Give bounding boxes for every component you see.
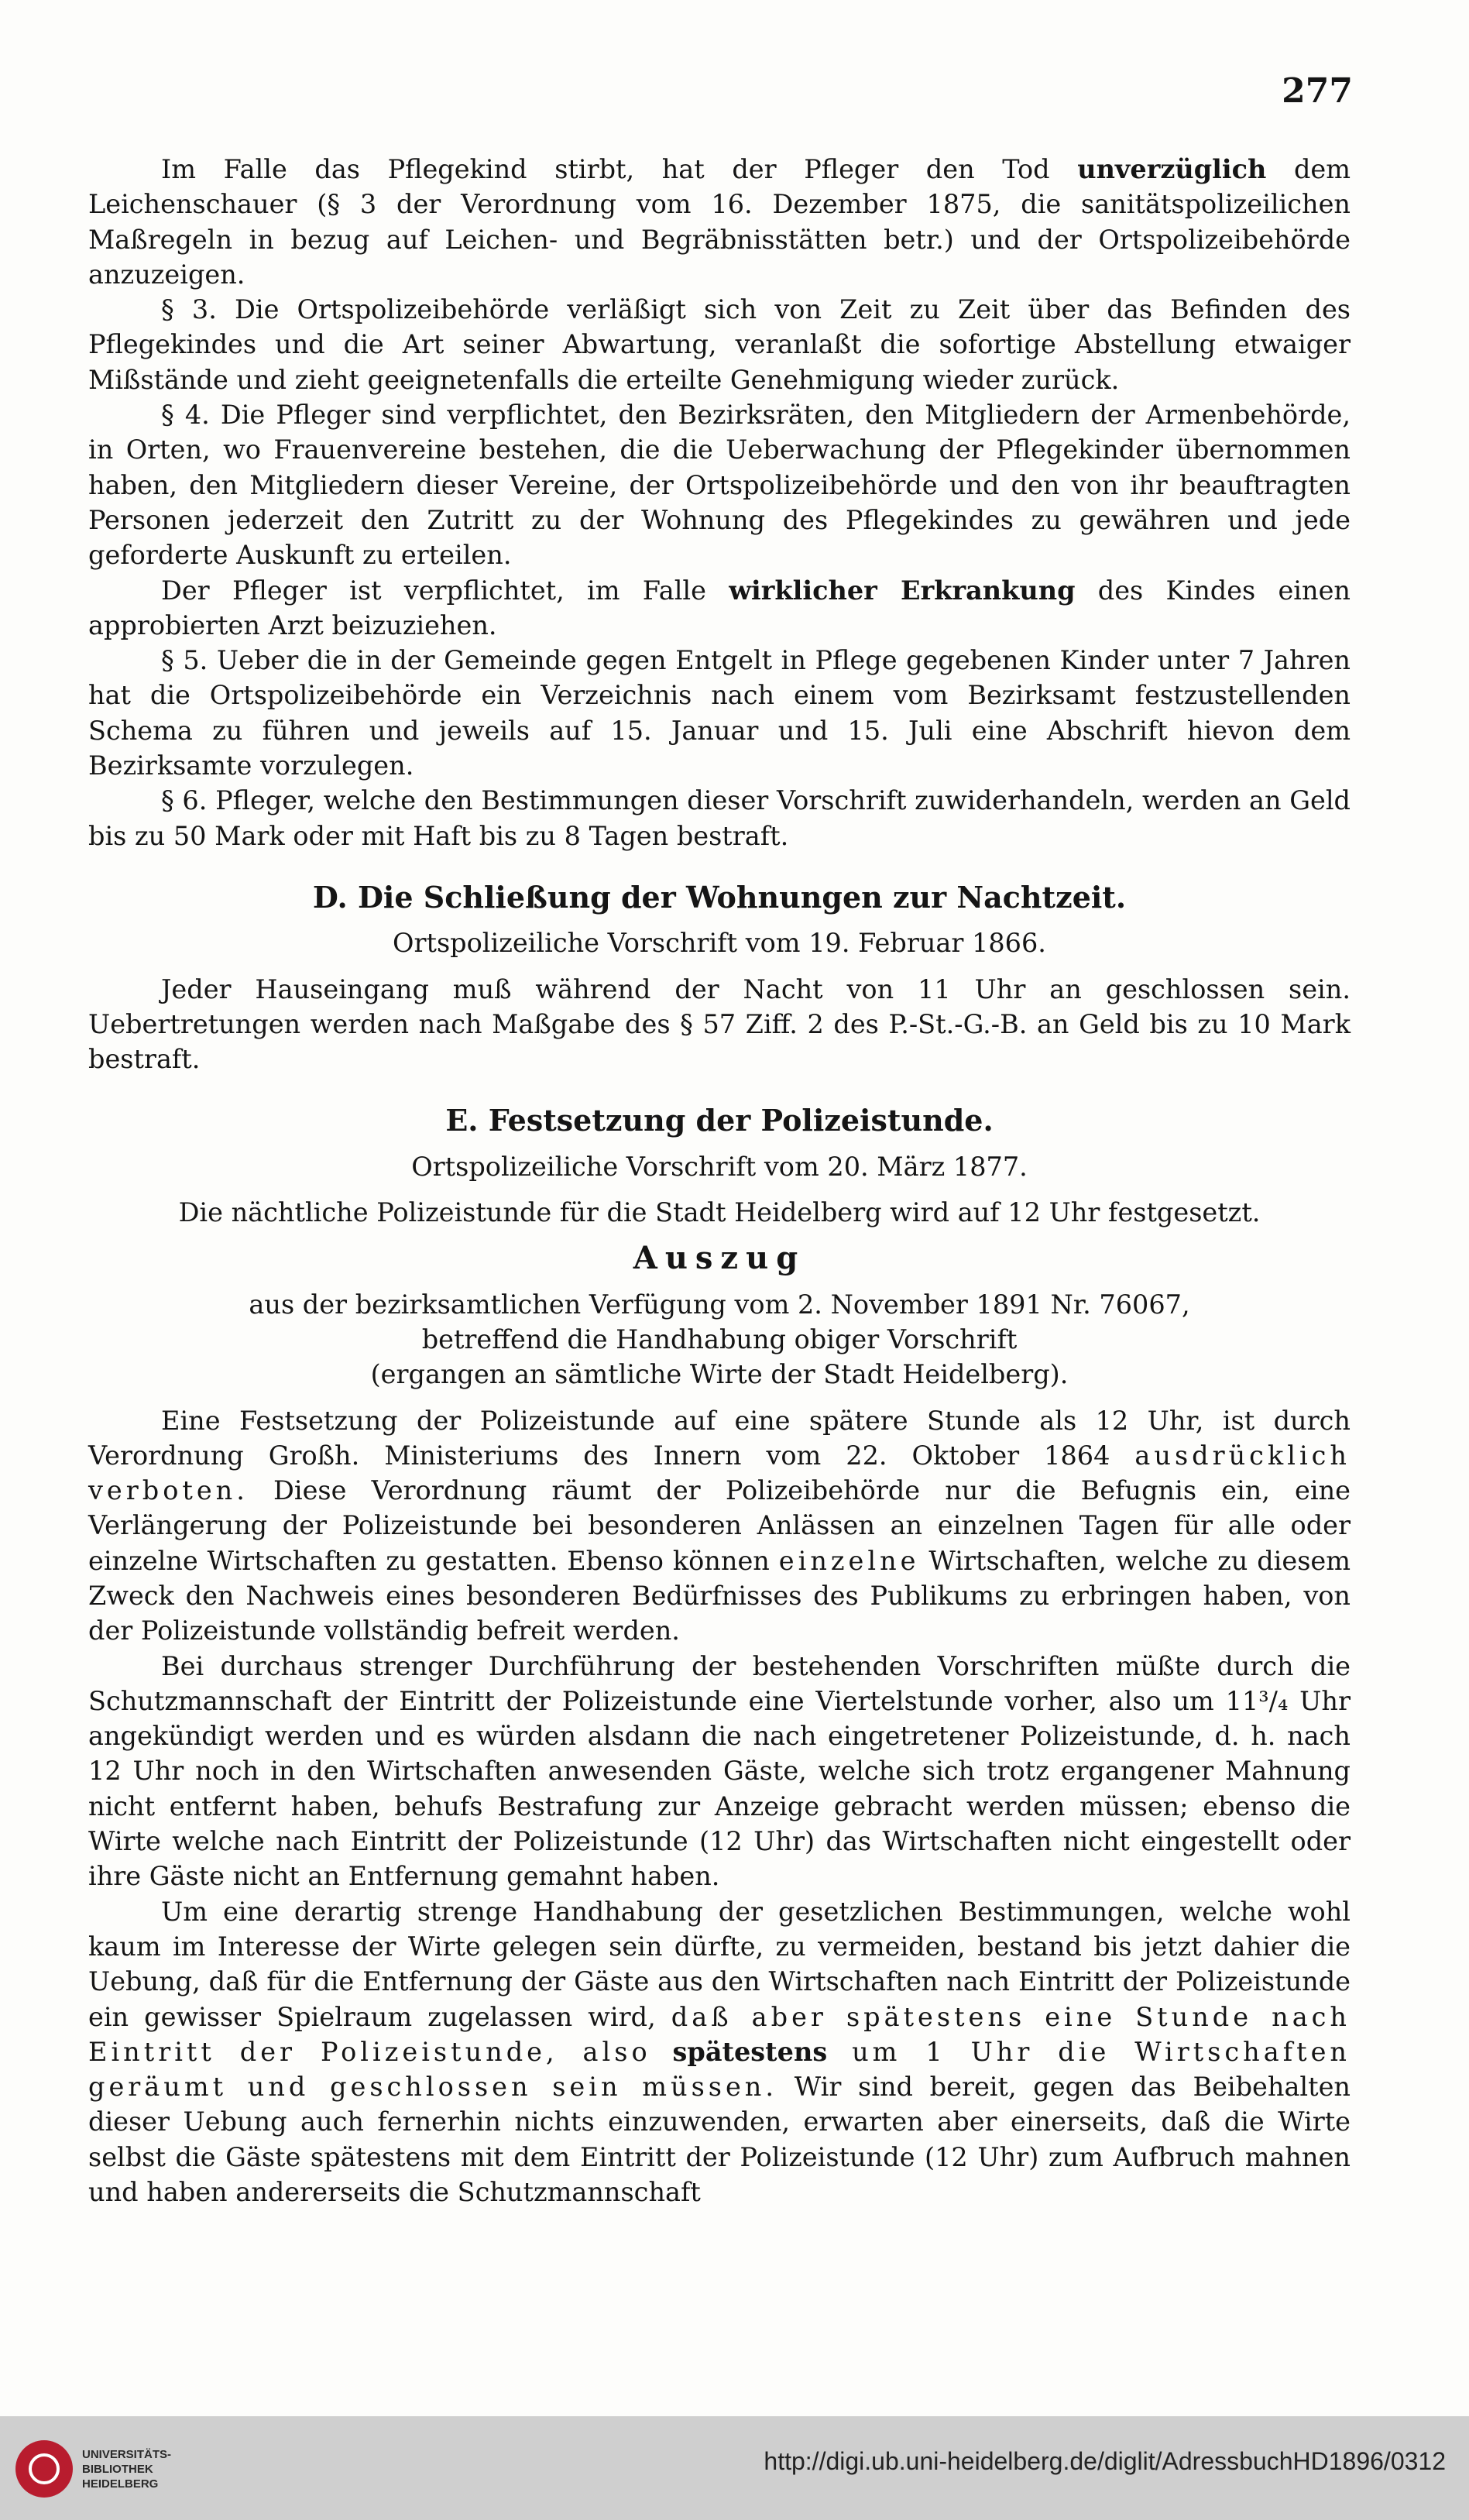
viewer-footer (0, 2416, 1469, 2520)
paragraph-d-text: Jeder Hauseingang muß während der Nacht von 11 Uhr an geschlossen sein. Uebertretungen werden nach Maßgabe des § 57 Ziff. 2 des P.-St.-G.-B. an Geld bis zu 10 Mark bestraft. (88, 973, 1351, 1075)
heading-e: E. Festsetzung der Polizeistunde. (445, 1103, 994, 1138)
auszug-line-2: betreffend die Handhabung obiger Vorschrift (421, 1324, 1018, 1354)
subheading-e: Ortspolizeiliche Vorschrift vom 20. März 1877. (411, 1151, 1028, 1182)
paragraph-e-text: Die nächtliche Polizeistunde für die Stadt Heidelberg wird auf 12 Uhr festgesetzt. (178, 1197, 1261, 1228)
auszug-line-1: aus der bezirksamtlichen Verfügung vom 2. November 1891 Nr. 76067, (249, 1289, 1190, 1320)
logo-text: UNIVERSITÄTS- BIBLIOTHEK HEIDELBERG (82, 2447, 172, 2491)
paragraph-section-4: § 4. Die Pfleger sind verpflichtet, den Bezirksräten, den Mitgliedern der Armenbehörde, in Orten, wo Frauenvereine bestehen, die die Ueberwachung der Pflegekinder übernommen haben, den Mitgliedern dieser Vereine, der Ortspolizeibehörde und den von ihr beauftragten Personen jederzeit den Zutritt zu der Wohnung des Pflegekindes zu gewähren und jede geforderte Auskunft zu erteilen. (88, 400, 1351, 571)
paragraph-pflegekind-stirbt: Im Falle das Pflegekind stirbt, hat der Pfleger den Tod unverzüglich dem Leichenschauer (§ 3 der Verordnung vom 16. Dezember 1875, die sanitätspolizeilichen Maßregeln in bezug auf Leichen- und Begräbnisstätten betr.) und der Ortspolizeibehörde anzuzeigen. (88, 154, 1351, 290)
university-library-logo[interactable] (15, 2433, 194, 2505)
source-url-link[interactable]: http://digi.ub.uni-heidelberg.de/diglit/AdressbuchHD1896/0312 (764, 2447, 1446, 2475)
paragraph-pfleger-verpflichtet: Der Pfleger ist verpflichtet, im Falle wirklicher Erkrankung des Kindes einen approbierten Arzt beizuziehen. (88, 575, 1351, 640)
subheading-d: Ortspolizeiliche Vorschrift vom 19. Februar 1866. (393, 928, 1046, 959)
heading-d: D. Die Schließung der Wohnungen zur Nachtzeit. (312, 879, 1127, 915)
university-seal-icon (15, 2440, 73, 2498)
paragraph-auszug-2: Bei durchaus strenger Durchführung der bestehenden Vorschriften müßte durch die Schutzmannschaft der Eintritt der Polizeistunde eine Viertelstunde vorher, also um 11³/₄ Uhr angekündigt werden und es würden alsdann die nach eingetretener Polizeistunde, d. h. nach 12 Uhr noch in den Wirtschaften anwesenden Gäste, welche sich trotz ergangener Mahnung nicht entfernt haben, behufs Bestrafung zur Anzeige gebracht werden müssen; ebenso die Wirte welche nach Eintritt der Polizeistunde (12 Uhr) das Wirtschaften nicht eingestellt oder ihre Gäste nicht an Entfernung gemahnt haben. (88, 1650, 1351, 1892)
paragraph-section-3: § 3. Die Ortspolizeibehörde verläßigt sich von Zeit zu Zeit über das Befinden des Pflegekindes und die Art seiner Abwartung, veranlaßt die sofortige Abstellung etwaiger Mißstände und zieht geeignetenfalls die erteilte Genehmigung wieder zurück. (88, 294, 1351, 395)
paragraph-section-5: § 5. Ueber die in der Gemeinde gegen Entgelt in Pflege gegebenen Kinder unter 7 Jahren hat die Ortspolizeibehörde ein Verzeichnis nach einem vom Bezirksamt festzustellenden Schema zu führen und jeweils auf 15. Januar und 15. Juli eine Abschrift hievon dem Bezirksamte vorzulegen. (88, 645, 1351, 781)
paragraph-auszug-1: Eine Festsetzung der Polizeistunde auf eine spätere Stunde als 12 Uhr, ist durch Verordnung Großh. Ministeriums des Innern vom 22. Oktober 1864 ausdrücklich verboten. Diese Verordnung räumt der Polizeibehörde nur die Befugnis ein, eine Verlängerung der Polizeistunde bei besonderen Anlässen an einzelnen Tagen für alle oder einzelne Wirtschaften zu gestatten. Ebenso können einzelne Wirtschaften, welche zu diesem Zweck den Nachweis eines besonderen Bedürfnisses des Publikums zu erbringen haben, von der Polizeistunde vollständig befreit werden. (88, 1405, 1351, 1646)
paragraph-section-6: § 6. Pfleger, welche den Bestimmungen dieser Vorschrift zuwiderhandeln, werden an Geld bis zu 50 Mark oder mit Haft bis zu 8 Tagen bestraft. (88, 785, 1351, 851)
page-content (88, 152, 1351, 2209)
auszug-title: Auszug (633, 1240, 806, 1277)
paragraph-auszug-3: Um eine derartig strenge Handhabung der gesetzlichen Bestimmungen, welche wohl kaum im Interesse der Wirte gelegen sein dürfte, zu vermeiden, bestand bis jetzt dahier die Uebung, daß für die Entfernung der Gäste aus den Wirtschaften nach Eintritt der Polizeistunde ein gewisser Spielraum zugelassen wird, daß aber spätestens eine Stunde nach Eintritt der Polizeistunde, also spätestens um 1 Uhr die Wirtschaften geräumt und geschlossen sein müssen. Wir sind bereit, gegen das Beibehalten dieser Uebung auch fernerhin nichts einzuwenden, erwarten aber einerseits, daß die Wirte selbst die Gäste spätestens mit dem Eintritt der Polizeistunde (12 Uhr) zum Aufbruch mahnen und haben andererseits die Schutzmannschaft (88, 1896, 1351, 2208)
page-number: 277 (1282, 71, 1353, 111)
auszug-line-3: (ergangen an sämtliche Wirte der Stadt Heidelberg). (370, 1359, 1069, 1390)
